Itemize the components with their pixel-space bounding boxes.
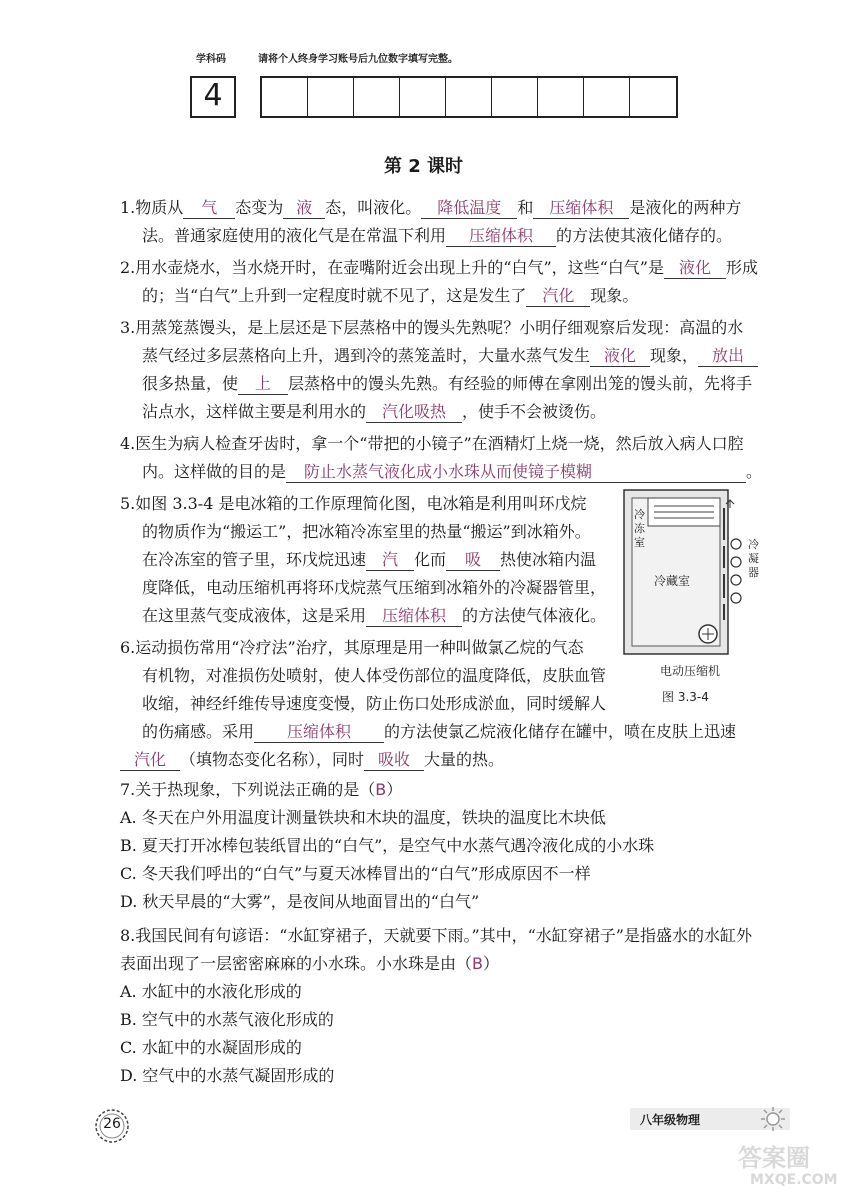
question-text: 法。普通家庭使用的液化气是在常温下利用 (142, 226, 447, 245)
answer-blank: 液化 (664, 258, 726, 279)
question-text: 现象， (650, 346, 699, 365)
question-text: 大量的热。 (424, 750, 505, 769)
answer-blank: 汽化吸热 (366, 402, 462, 423)
question-5-line-4 (142, 578, 606, 598)
question-8-option-d: D. 空气中的水蒸气凝固形成的 (120, 1066, 335, 1085)
question-text: 的伤痛感。采用 (142, 722, 255, 741)
answer-blank: 降低温度 (421, 198, 517, 219)
question-8-option-c: C. 水缸中的水凝固形成的 (120, 1038, 302, 1057)
account-digit-cell[interactable] (584, 78, 630, 116)
question-5-line-1 (120, 494, 586, 514)
answer-blank: 压缩体积 (446, 226, 556, 247)
question-7-option-a: A. 冬天在户外用温度计测量铁块和木块的温度，铁块的温度比木块低 (120, 808, 606, 827)
question-number: 8. (120, 926, 136, 945)
question-number: 4. (120, 434, 136, 453)
question-6-line-1 (120, 638, 584, 658)
answer-blank: 上 (238, 374, 288, 395)
question-3-line-3 (142, 374, 752, 395)
account-digit-cell[interactable] (446, 78, 492, 116)
answer-blank: 放出 (698, 346, 758, 367)
answer-blank: 汽 (366, 550, 414, 571)
question-3-line-2 (142, 346, 758, 367)
lesson-title: 第 2 课时 (384, 156, 464, 177)
question-5-line-2 (142, 522, 591, 542)
account-digit-grid (260, 76, 678, 118)
question-text: 表面出现了一层密密麻麻的小水珠。小水珠是由（ (120, 954, 473, 973)
answer-blank: 液化 (590, 346, 650, 367)
condenser-coil (731, 539, 741, 549)
question-number: 1. (120, 198, 136, 217)
question-1-line-1 (120, 198, 741, 219)
question-7-option-d: D. 秋天早晨的“大雾”，是夜间从地面冒出的“白气” (120, 892, 480, 911)
answer-blank: 吸收 (364, 750, 424, 771)
question-text: 有机物，对准损伤处喷射，使人体受伤部位的温度降低，皮肤血管 (142, 666, 607, 685)
question-8-line-2 (120, 954, 499, 974)
question-6-line-4 (142, 722, 736, 743)
question-number: 5. (120, 494, 136, 513)
question-text: 很多热量，使 (142, 374, 239, 393)
question-text: 收缩，神经纤维传导速度变慢，防止伤口处形成淤血，同时缓解人 (142, 694, 607, 713)
question-text: 医生为病人检查牙齿时，拿一个“带把的小镜子”在酒精灯上烧一烧，然后放入病人口腔 (135, 434, 744, 453)
question-text: 化而 (414, 550, 447, 569)
question-text: 层蒸格中的馒头先熟。有经验的师傅在拿刚出笼的馒头前，先将手 (288, 374, 753, 393)
question-6-line-5 (120, 750, 504, 771)
question-text: 和 (517, 198, 534, 217)
question-text: 用蒸笼蒸馒头，是上层还是下层蒸格中的馒头先熟呢？小明仔细观察后发现：高温的水 (135, 318, 744, 337)
question-text: 度降低，电动压缩机再将环戊烷蒸气压缩到冰箱外的冷凝器管里， (142, 578, 607, 597)
condenser-label: 冷凝器 (748, 538, 759, 579)
question-8-option-a: A. 水缸中的水液化形成的 (120, 982, 302, 1001)
question-text: 在这里蒸气变成液体，这是采用 (142, 606, 367, 625)
question-number: 7. (120, 780, 136, 799)
question-number: 2. (120, 258, 136, 277)
question-text: 用水壶烧水，当水烧开时，在壶嘴附近会出现上升的“白气”，这些“白气”是 (135, 258, 664, 277)
account-digit-cell[interactable] (308, 78, 354, 116)
question-5-line-5 (142, 606, 606, 627)
question-text: （填物态变化名称），同时 (180, 750, 365, 769)
question-text: 形成 (726, 258, 759, 277)
account-digit-cell[interactable] (492, 78, 538, 116)
question-text: 态变为 (235, 198, 284, 217)
question-text: 运动损伤常用“冷疗法”治疗，其原理是用一种叫做氯乙烷的气态 (135, 638, 584, 657)
condenser-coil (731, 557, 741, 567)
question-text: 在冷冻室的管子里，环戊烷迅速 (142, 550, 367, 569)
account-digit-cell[interactable] (354, 78, 400, 116)
question-2-line-2 (142, 286, 638, 307)
question-5-line-3 (142, 550, 596, 571)
question-text: 物质从 (135, 198, 184, 217)
choice-answer: B (375, 780, 387, 799)
question-3-line-4 (142, 402, 606, 423)
question-2-line-1 (120, 258, 758, 279)
question-7-stem (120, 780, 402, 800)
subject-code-digit: 4 (203, 78, 223, 113)
answer-blank: 汽化 (120, 750, 180, 771)
answer-blank: 防止水蒸气液化成小水珠从而使镜子模糊 (286, 462, 746, 483)
answer-blank: 压缩体积 (366, 606, 462, 627)
question-text: 沾点水，这样做主要是利用水的 (142, 402, 367, 421)
question-text: 的方法使气体液化。 (462, 606, 607, 625)
question-text: 的物质作为“搬运工”，把冰箱冷冻室里的热量“搬运”到冰箱外。 (142, 522, 591, 541)
answer-blank: 汽化 (526, 286, 590, 307)
question-text: ） (386, 780, 403, 799)
question-3-line-1 (120, 318, 743, 338)
question-text: 热使冰箱内温 (500, 550, 597, 569)
answer-blank: 气 (183, 198, 235, 219)
question-text: 内。这样做的目的是 (142, 462, 287, 481)
condenser-coil (731, 575, 741, 585)
account-instruction: 请将个人终身学习账号后九位数字填写完整。 (258, 54, 458, 65)
question-text: 态，叫液化。 (325, 198, 422, 217)
question-4-line-1 (120, 434, 744, 454)
account-digit-cell[interactable] (538, 78, 584, 116)
grade-label: 八年级物理 (640, 1113, 701, 1127)
question-text: 我国民间有句谚语：“水缸穿裙子，天就要下雨。”其中，“水缸穿裙子”是指盛水的水缸外 (135, 926, 752, 945)
answer-blank: 吸 (446, 550, 500, 571)
fridge-compartment-label: 冷藏室 (654, 574, 691, 588)
account-digit-cell[interactable] (262, 78, 308, 116)
question-6-line-3 (142, 694, 606, 714)
question-text: 蒸气经过多层蒸格向上升，遇到冷的蒸笼盖时，大量水蒸气发生 (142, 346, 591, 365)
question-text: 的方法使其液化储存的。 (556, 226, 733, 245)
question-7-option-c: C. 冬天我们呼出的“白气”与夏天冰棒冒出的“白气”形成原因不一样 (120, 864, 591, 883)
watermark-logo-text: 答案圈 (738, 1144, 810, 1172)
question-text: 的；当“白气”上升到一定程度时就不见了，这是发生了 (142, 286, 527, 305)
subject-code-label: 学科码 (196, 54, 226, 65)
answer-blank: 压缩体积 (533, 198, 629, 219)
question-text: 如图 3.3-4 是电冰箱的工作原理简化图，电冰箱是利用叫环戊烷 (135, 494, 587, 513)
question-text: 是液化的两种方 (629, 198, 742, 217)
question-text: ，使手不会被烫伤。 (462, 402, 607, 421)
question-number: 3. (120, 318, 136, 337)
condenser-coil (731, 593, 741, 603)
page-number-badge (90, 1104, 134, 1148)
question-6-line-2 (142, 666, 606, 686)
question-text: 关于热现象，下列说法正确的是（ (135, 780, 376, 799)
question-8-option-b: B. 空气中的水蒸气液化形成的 (120, 1010, 334, 1029)
question-8-line-1 (120, 926, 752, 946)
question-text: ） (483, 954, 500, 973)
freezer-label: 冷冻室 (634, 508, 645, 549)
choice-answer: B (472, 954, 483, 973)
account-digit-cell[interactable] (630, 78, 676, 116)
question-text: 。 (746, 462, 763, 481)
figure-caption: 图 3.3-4 (662, 690, 709, 704)
account-digit-cell[interactable] (400, 78, 446, 116)
question-1-line-2 (142, 226, 732, 247)
page-number: 26 (103, 1116, 121, 1132)
subject-code-box (190, 76, 236, 118)
question-number: 6. (120, 638, 136, 657)
answer-blank: 液 (283, 198, 325, 219)
question-text: 现象。 (590, 286, 639, 305)
watermark-url: MXQE.COM (750, 1172, 838, 1188)
question-text: 的方法使氯乙烷液化储存在罐中，喷在皮肤上迅速 (384, 722, 737, 741)
question-7-option-b: B. 夏天打开冰棒包装纸冒出的“白气”，是空气中水蒸气遇冷液化成的小水珠 (120, 836, 655, 855)
question-4-line-2 (142, 462, 762, 483)
compressor-label: 电动压缩机 (660, 664, 721, 678)
sun-ornament-icon (760, 1106, 786, 1132)
fridge-diagram (620, 488, 780, 688)
answer-blank: 压缩体积 (254, 722, 384, 743)
